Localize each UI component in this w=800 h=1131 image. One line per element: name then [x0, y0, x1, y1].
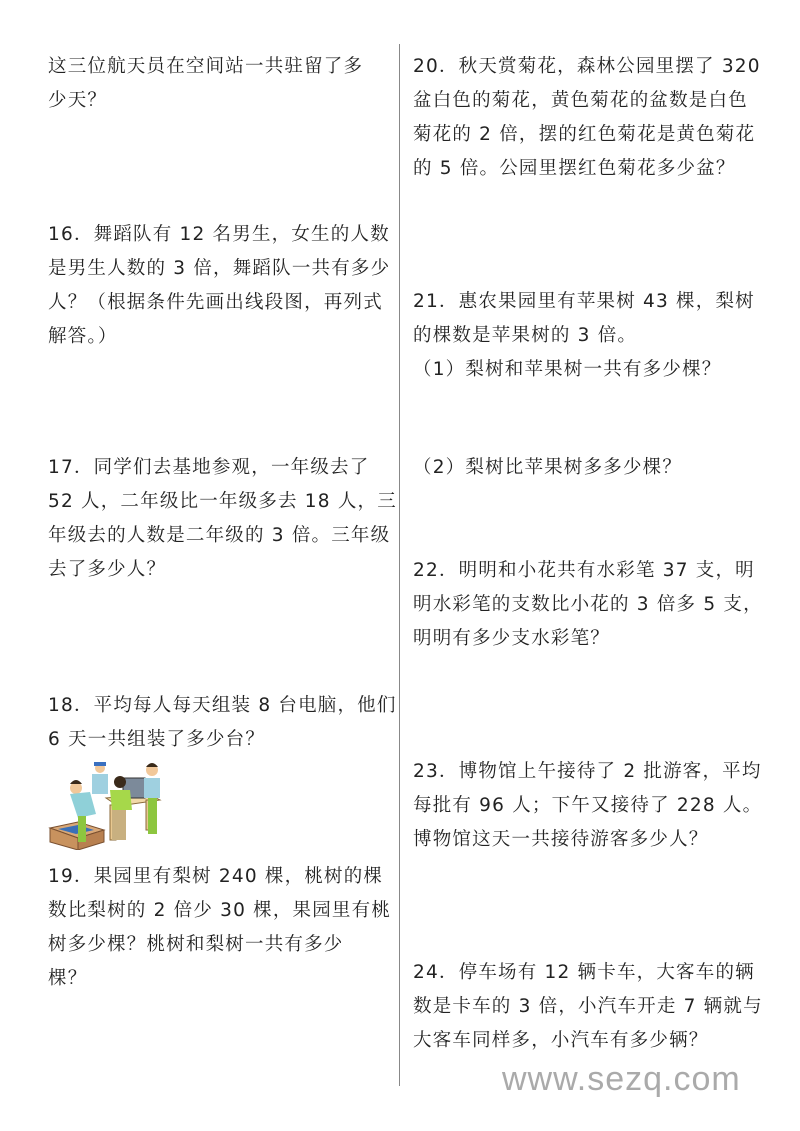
- question-q18: [48, 689, 397, 757]
- question-q23: [413, 755, 762, 857]
- question-text-line: 23．博物馆上午接待了 2 批游客，平均: [413, 761, 762, 782]
- question-q20: [413, 50, 761, 186]
- question-text-line: 17．同学们去基地参观，一年级去了: [48, 457, 370, 478]
- question-text-line: 棵？: [48, 968, 88, 989]
- question-text-line: 18．平均每人每天组装 8 台电脑，他们: [48, 695, 397, 716]
- question-q19: [48, 860, 391, 996]
- question-text-line: 每批有 96 人；下午又接待了 228 人。: [413, 795, 763, 816]
- workers-assembling-computers-illustration: [48, 760, 168, 850]
- question-text-line: （2）梨树比苹果树多多少棵？: [413, 457, 683, 478]
- question-text-line: 博物馆这天一共接待游客多少人？: [413, 829, 709, 850]
- question-text-line: 这三位航天员在空间站一共驻留了多: [48, 56, 364, 77]
- question-text-line: 22．明明和小花共有水彩笔 37 支，明: [413, 560, 755, 581]
- question-text-line: 16．舞蹈队有 12 名男生，女生的人数: [48, 224, 390, 245]
- question-text-line: 的 5 倍。公园里摆红色菊花多少盆？: [413, 158, 736, 179]
- question-text-line: 数比梨树的 2 倍少 30 棵，果园里有桃: [48, 900, 392, 921]
- question-q22: [413, 554, 763, 656]
- question-text-line: 52 人，二年级比一年级多去 18 人，三: [48, 491, 397, 512]
- question-text-line: 20．秋天赏菊花，森林公园里摆了 320: [413, 56, 761, 77]
- question-text-line: 去了多少人？: [48, 559, 167, 580]
- question-text-line: 24．停车场有 12 辆卡车，大客车的辆: [413, 962, 755, 983]
- question-q21-2: [413, 451, 682, 485]
- question-text-line: 人？（根据条件先画出线段图，再列式: [48, 292, 383, 313]
- watermark: www.sezq.com: [502, 1060, 741, 1098]
- question-text-line: 树多少棵？桃树和梨树一共有多少: [48, 934, 344, 955]
- column-divider: [399, 44, 400, 1086]
- question-text-line: 6 天一共组装了多少台？: [48, 729, 266, 750]
- question-text-line: 菊花的 2 倍，摆的红色菊花是黄色菊花: [413, 124, 756, 145]
- question-q24: [413, 956, 763, 1058]
- question-text-line: 年级去的人数是二年级的 3 倍。三年级: [48, 525, 391, 546]
- question-text-line: 解答。）: [48, 326, 118, 347]
- question-text-line: 21．惠农果园里有苹果树 43 棵，梨树: [413, 291, 755, 312]
- question-text-line: 大客车同样多，小汽车有多少辆？: [413, 1030, 709, 1051]
- question-text-line: 盆白色的菊花，黄色菊花的盆数是白色: [413, 90, 748, 111]
- question-text-line: 的棵数是苹果树的 3 倍。: [413, 325, 638, 346]
- question-text-line: 数是卡车的 3 倍，小汽车开走 7 辆就与: [413, 996, 763, 1017]
- question-text-line: 19．果园里有梨树 240 棵，桃树的棵: [48, 866, 384, 887]
- question-text-line: 是男生人数的 3 倍，舞蹈队一共有多少: [48, 258, 391, 279]
- question-text-line: （1）梨树和苹果树一共有多少棵？: [413, 359, 722, 380]
- question-text-line: 少天？: [48, 90, 108, 111]
- question-text-line: 明水彩笔的支数比小花的 3 倍多 5 支，: [413, 594, 763, 615]
- question-q15-cont: [48, 50, 363, 118]
- question-q21: [413, 285, 755, 387]
- question-text-line: 明明有多少支水彩笔？: [413, 628, 611, 649]
- question-q17: [48, 451, 397, 587]
- question-q16: [48, 218, 390, 354]
